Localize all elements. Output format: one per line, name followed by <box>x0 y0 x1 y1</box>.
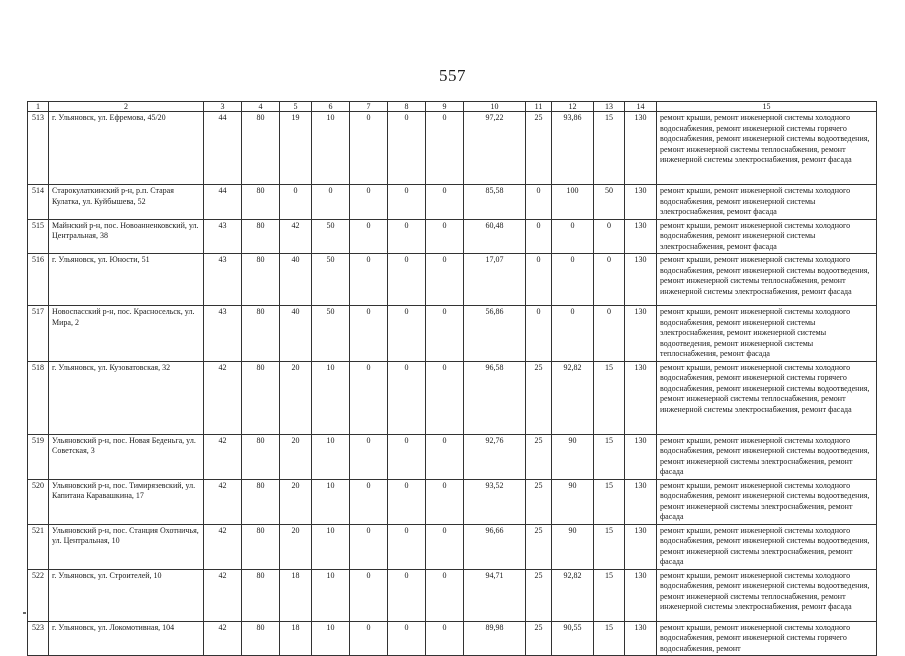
address-cell: г. Ульяновск, ул. Локомотивная, 104 <box>49 621 204 656</box>
value-col-13: 50 <box>594 185 625 220</box>
address-cell: Ульяновский р-н, пос. Тимирязевский, ул. Капитана Каравашкина, 17 <box>49 479 204 524</box>
value-col-13: 15 <box>594 479 625 524</box>
row-number: 519 <box>28 434 49 479</box>
value-col-9: 0 <box>426 569 464 621</box>
housing-repair-table <box>27 101 877 656</box>
row-number: 517 <box>28 306 49 362</box>
row-number: 520 <box>28 479 49 524</box>
address-cell: г. Ульяновск, ул. Строителей, 10 <box>49 569 204 621</box>
value-col-12: 93,86 <box>552 112 594 185</box>
value-col-11: 25 <box>526 569 552 621</box>
value-col-9: 0 <box>426 361 464 434</box>
column-number: 4 <box>242 102 280 112</box>
value-col-8: 0 <box>388 254 426 306</box>
value-col-11: 25 <box>526 112 552 185</box>
repair-works-cell: ремонт крыши, ремонт инженерной системы холодного водоснабжения, ремонт инженерной системы электроснабжения, ремонт инженерной системы водоотведения, ремонт инженерной системы теплоснабжения, ремонт фасада <box>657 306 877 362</box>
value-col-6: 10 <box>312 434 350 479</box>
value-col-8: 0 <box>388 219 426 254</box>
value-col-7: 0 <box>350 361 388 434</box>
value-col-14: 130 <box>625 569 657 621</box>
value-col-5: 20 <box>280 361 312 434</box>
table-row <box>28 479 877 524</box>
value-col-12: 90,55 <box>552 621 594 656</box>
column-number-row <box>28 102 877 112</box>
value-col-8: 0 <box>388 621 426 656</box>
value-col-13: 15 <box>594 112 625 185</box>
value-col-8: 0 <box>388 185 426 220</box>
value-col-11: 25 <box>526 621 552 656</box>
repair-works-cell: ремонт крыши, ремонт инженерной системы холодного водоснабжения, ремонт инженерной системы водоотведения, ремонт инженерной системы теплоснабжения, ремонт инженерной системы электроснабжения, ремонт фасада <box>657 254 877 306</box>
table-row <box>28 112 877 185</box>
value-col-8: 0 <box>388 112 426 185</box>
value-col-13: 15 <box>594 434 625 479</box>
value-col-3: 44 <box>204 112 242 185</box>
value-col-8: 0 <box>388 569 426 621</box>
value-col-6: 50 <box>312 219 350 254</box>
value-col-10: 56,86 <box>464 306 526 362</box>
value-col-5: 19 <box>280 112 312 185</box>
address-cell: г. Ульяновск, ул. Ефремова, 45/20 <box>49 112 204 185</box>
value-col-10: 92,76 <box>464 434 526 479</box>
table-row <box>28 434 877 479</box>
page-number: 557 <box>439 66 466 85</box>
value-col-5: 0 <box>280 185 312 220</box>
column-number: 15 <box>657 102 877 112</box>
value-col-9: 0 <box>426 434 464 479</box>
row-number: 515 <box>28 219 49 254</box>
value-col-5: 18 <box>280 569 312 621</box>
value-col-13: 15 <box>594 361 625 434</box>
value-col-3: 42 <box>204 479 242 524</box>
value-col-6: 10 <box>312 361 350 434</box>
value-col-11: 25 <box>526 361 552 434</box>
value-col-5: 18 <box>280 621 312 656</box>
repair-works-cell: ремонт крыши, ремонт инженерной системы холодного водоснабжения, ремонт инженерной системы водоотведения, ремонт инженерной системы электроснабжения, ремонт фасада <box>657 479 877 524</box>
value-col-9: 0 <box>426 112 464 185</box>
value-col-3: 42 <box>204 621 242 656</box>
value-col-4: 80 <box>242 254 280 306</box>
value-col-10: 93,52 <box>464 479 526 524</box>
table-row <box>28 569 877 621</box>
scan-mark <box>23 612 26 614</box>
value-col-8: 0 <box>388 479 426 524</box>
value-col-9: 0 <box>426 524 464 569</box>
value-col-12: 90 <box>552 524 594 569</box>
table-row <box>28 524 877 569</box>
value-col-12: 100 <box>552 185 594 220</box>
value-col-3: 42 <box>204 569 242 621</box>
value-col-10: 17,07 <box>464 254 526 306</box>
value-col-6: 10 <box>312 524 350 569</box>
value-col-4: 80 <box>242 479 280 524</box>
value-col-11: 0 <box>526 254 552 306</box>
row-number: 521 <box>28 524 49 569</box>
value-col-14: 130 <box>625 306 657 362</box>
table-row <box>28 219 877 254</box>
value-col-4: 80 <box>242 185 280 220</box>
value-col-11: 25 <box>526 434 552 479</box>
value-col-14: 130 <box>625 254 657 306</box>
address-cell: Ульяновский р-н, пос. Станция Охотничья, ул. Центральная, 10 <box>49 524 204 569</box>
value-col-3: 43 <box>204 254 242 306</box>
value-col-10: 96,58 <box>464 361 526 434</box>
column-number: 1 <box>28 102 49 112</box>
address-cell: г. Ульяновск, ул. Кузоватовская, 32 <box>49 361 204 434</box>
repair-works-cell: ремонт крыши, ремонт инженерной системы холодного водоснабжения, ремонт инженерной системы водоотведения, ремонт инженерной системы электроснабжения, ремонт фасада <box>657 524 877 569</box>
value-col-11: 0 <box>526 185 552 220</box>
value-col-7: 0 <box>350 621 388 656</box>
value-col-5: 40 <box>280 306 312 362</box>
value-col-4: 80 <box>242 569 280 621</box>
value-col-4: 80 <box>242 524 280 569</box>
value-col-12: 0 <box>552 306 594 362</box>
repair-works-cell: ремонт крыши, ремонт инженерной системы холодного водоснабжения, ремонт инженерной системы электроснабжения, ремонт фасада <box>657 185 877 220</box>
table-row <box>28 185 877 220</box>
column-number: 3 <box>204 102 242 112</box>
value-col-14: 130 <box>625 621 657 656</box>
value-col-10: 60,48 <box>464 219 526 254</box>
repair-works-cell: ремонт крыши, ремонт инженерной системы холодного водоснабжения, ремонт инженерной системы водоотведения, ремонт инженерной системы электроснабжения, ремонт фасада <box>657 434 877 479</box>
value-col-6: 10 <box>312 621 350 656</box>
value-col-7: 0 <box>350 479 388 524</box>
value-col-5: 20 <box>280 524 312 569</box>
repair-works-cell: ремонт крыши, ремонт инженерной системы холодного водоснабжения, ремонт инженерной системы водоотведения, ремонт инженерной системы теплоснабжения, ремонт инженерной системы электроснабжения, ремонт фасада <box>657 569 877 621</box>
value-col-6: 0 <box>312 185 350 220</box>
value-col-9: 0 <box>426 306 464 362</box>
table-row <box>28 621 877 656</box>
value-col-13: 0 <box>594 219 625 254</box>
value-col-3: 43 <box>204 306 242 362</box>
value-col-5: 20 <box>280 434 312 479</box>
value-col-4: 80 <box>242 361 280 434</box>
address-cell: Старокулаткинский р-н, р.п. Старая Кулатка, ул. Куйбышева, 52 <box>49 185 204 220</box>
value-col-9: 0 <box>426 219 464 254</box>
value-col-9: 0 <box>426 185 464 220</box>
value-col-3: 42 <box>204 434 242 479</box>
value-col-4: 80 <box>242 621 280 656</box>
row-number: 514 <box>28 185 49 220</box>
value-col-4: 80 <box>242 306 280 362</box>
table-row <box>28 306 877 362</box>
repair-works-cell: ремонт крыши, ремонт инженерной системы холодного водоснабжения, ремонт инженерной системы горячего водоснабжения, ремонт инженерной системы водоотведения, ремонт инженерной системы теплоснабжения, ремонт инженерной системы электроснабжения, ремонт фасада <box>657 112 877 185</box>
value-col-13: 15 <box>594 524 625 569</box>
value-col-6: 10 <box>312 112 350 185</box>
value-col-3: 42 <box>204 361 242 434</box>
value-col-3: 43 <box>204 219 242 254</box>
value-col-6: 10 <box>312 569 350 621</box>
value-col-10: 97,22 <box>464 112 526 185</box>
value-col-9: 0 <box>426 621 464 656</box>
value-col-11: 0 <box>526 306 552 362</box>
value-col-6: 10 <box>312 479 350 524</box>
value-col-14: 130 <box>625 112 657 185</box>
value-col-14: 130 <box>625 524 657 569</box>
value-col-5: 40 <box>280 254 312 306</box>
column-number: 7 <box>350 102 388 112</box>
value-col-7: 0 <box>350 524 388 569</box>
value-col-7: 0 <box>350 219 388 254</box>
value-col-13: 15 <box>594 621 625 656</box>
value-col-7: 0 <box>350 306 388 362</box>
value-col-3: 44 <box>204 185 242 220</box>
value-col-4: 80 <box>242 219 280 254</box>
value-col-8: 0 <box>388 524 426 569</box>
value-col-12: 90 <box>552 434 594 479</box>
value-col-14: 130 <box>625 219 657 254</box>
value-col-5: 42 <box>280 219 312 254</box>
value-col-8: 0 <box>388 306 426 362</box>
value-col-14: 130 <box>625 361 657 434</box>
address-cell: Новоспасский р-н, пос. Красносельск, ул. Мира, 2 <box>49 306 204 362</box>
column-number: 9 <box>426 102 464 112</box>
repair-works-cell: ремонт крыши, ремонт инженерной системы холодного водоснабжения, ремонт инженерной системы горячего водоснабжения, ремонт <box>657 621 877 656</box>
value-col-12: 0 <box>552 219 594 254</box>
column-number: 2 <box>49 102 204 112</box>
column-number: 10 <box>464 102 526 112</box>
value-col-11: 0 <box>526 219 552 254</box>
repair-works-cell: ремонт крыши, ремонт инженерной системы холодного водоснабжения, ремонт инженерной системы электроснабжения, ремонт фасада <box>657 219 877 254</box>
value-col-8: 0 <box>388 361 426 434</box>
value-col-5: 20 <box>280 479 312 524</box>
value-col-9: 0 <box>426 254 464 306</box>
value-col-14: 130 <box>625 479 657 524</box>
column-number: 6 <box>312 102 350 112</box>
address-cell: Майнский р-н, пос. Новоанненковский, ул. Центральная, 38 <box>49 219 204 254</box>
table-row <box>28 254 877 306</box>
value-col-10: 94,71 <box>464 569 526 621</box>
value-col-7: 0 <box>350 569 388 621</box>
address-cell: г. Ульяновск, ул. Юности, 51 <box>49 254 204 306</box>
value-col-6: 50 <box>312 254 350 306</box>
value-col-11: 25 <box>526 524 552 569</box>
value-col-4: 80 <box>242 112 280 185</box>
value-col-13: 0 <box>594 254 625 306</box>
row-number: 516 <box>28 254 49 306</box>
row-number: 513 <box>28 112 49 185</box>
value-col-12: 90 <box>552 479 594 524</box>
value-col-10: 85,58 <box>464 185 526 220</box>
column-number: 11 <box>526 102 552 112</box>
address-cell: Ульяновский р-н, пос. Новая Беденьга, ул. Советская, 3 <box>49 434 204 479</box>
column-number: 8 <box>388 102 426 112</box>
column-number: 13 <box>594 102 625 112</box>
value-col-12: 0 <box>552 254 594 306</box>
table-row <box>28 361 877 434</box>
row-number: 518 <box>28 361 49 434</box>
column-number: 12 <box>552 102 594 112</box>
row-number: 522 <box>28 569 49 621</box>
value-col-13: 15 <box>594 569 625 621</box>
value-col-11: 25 <box>526 479 552 524</box>
value-col-4: 80 <box>242 434 280 479</box>
value-col-10: 89,98 <box>464 621 526 656</box>
value-col-10: 96,66 <box>464 524 526 569</box>
value-col-9: 0 <box>426 479 464 524</box>
value-col-7: 0 <box>350 434 388 479</box>
value-col-8: 0 <box>388 434 426 479</box>
value-col-14: 130 <box>625 185 657 220</box>
value-col-14: 130 <box>625 434 657 479</box>
column-number: 14 <box>625 102 657 112</box>
repair-works-cell: ремонт крыши, ремонт инженерной системы холодного водоснабжения, ремонт инженерной системы горячего водоснабжения, ремонт инженерной системы водоотведения, ремонт инженерной системы теплоснабжения, ремонт инженерной системы электроснабжения, ремонт фасада <box>657 361 877 434</box>
row-number: 523 <box>28 621 49 656</box>
value-col-3: 42 <box>204 524 242 569</box>
column-number: 5 <box>280 102 312 112</box>
value-col-12: 92,82 <box>552 569 594 621</box>
value-col-7: 0 <box>350 112 388 185</box>
value-col-7: 0 <box>350 254 388 306</box>
value-col-12: 92,82 <box>552 361 594 434</box>
value-col-13: 0 <box>594 306 625 362</box>
value-col-7: 0 <box>350 185 388 220</box>
value-col-6: 50 <box>312 306 350 362</box>
